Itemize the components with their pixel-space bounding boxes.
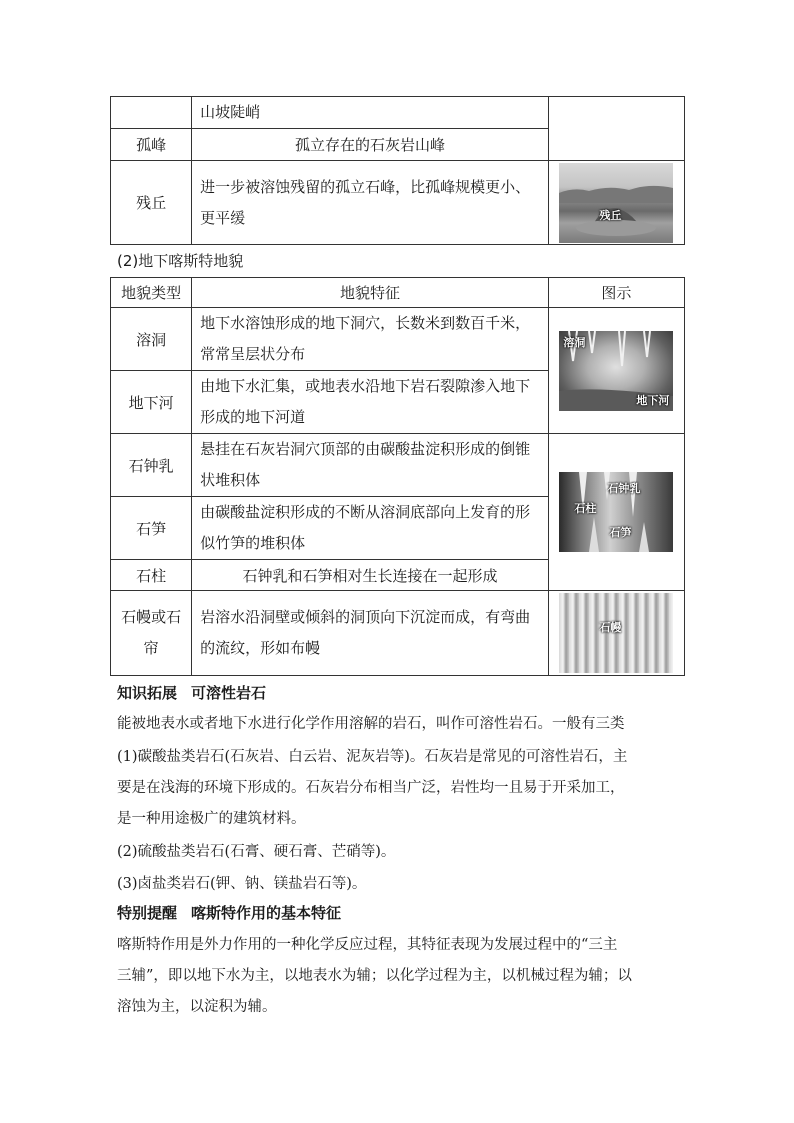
stalactite-photo	[559, 472, 673, 552]
cave-river-photo	[559, 331, 673, 411]
image-label: 石幔	[599, 621, 622, 634]
table-cell: 悬挂在石灰岩洞穴顶部的由碳酸盐淀积形成的倒锥状堆积体	[192, 434, 549, 497]
table-cell: 孤峰	[111, 129, 192, 161]
table-cell: 由碳酸盐淀积形成的不断从溶洞底部向上发育的形似竹笋的堆积体	[192, 497, 549, 560]
knowledge-heading: 知识拓展 可溶性岩石	[117, 684, 267, 702]
image-label: 石钟乳	[607, 482, 641, 495]
image-label: 地下河	[636, 393, 670, 407]
table-cell: 地下水溶蚀形成的地下洞穴，长数米到数百千米，常常呈层状分布	[192, 308, 549, 371]
table-cell: 石幔或石帘	[111, 591, 192, 676]
image-label: 残丘	[599, 208, 622, 222]
table-cell: 石钟乳	[111, 434, 192, 497]
column-header: 图示	[548, 278, 684, 308]
table-cell: 山坡陡峭	[192, 97, 549, 129]
curtain-photo	[559, 593, 673, 673]
text-line: 能被地表水或者地下水进行化学作用溶解的岩石，叫作可溶性岩石。一般有三类	[117, 716, 625, 732]
column-header: 地貌类型	[111, 278, 192, 308]
underground-landform-table	[110, 277, 685, 676]
reminder-heading: 特别提醒 喀斯特作用的基本特征	[117, 904, 342, 922]
text-line: 是一种用途极广的建筑材料。	[117, 811, 306, 827]
text-line: (2)硫酸盐类岩石(石膏、硬石膏、芒硝等)。	[117, 844, 396, 860]
table-cell: 残丘	[111, 161, 192, 245]
table-cell: 由地下水汇集，或地表水沿地下岩石裂隙渗入地下形成的地下河道	[192, 371, 549, 434]
text-line: 喀斯特作用是外力作用的一种化学反应过程，其特征表现为发展过程中的“三主	[117, 937, 618, 953]
table-cell: 石钟乳和石笋相对生长连接在一起形成	[192, 560, 549, 591]
image-label: 石笋	[609, 526, 632, 539]
section-title: (2)地下喀斯特地貌	[117, 252, 244, 270]
table-cell: 石柱	[111, 560, 192, 591]
table-cell: 地下河	[111, 371, 192, 434]
column-header: 地貌特征	[192, 278, 549, 308]
text-line: 溶蚀为主，以淀积为辅。	[117, 999, 277, 1015]
text-line: 要是在浅海的环境下形成的。石灰岩分布相当广泛，岩性均一且易于开采加工，	[117, 780, 625, 796]
table-cell: 溶洞	[111, 308, 192, 371]
table-cell: 孤立存在的石灰岩山峰	[192, 129, 549, 161]
image-label: 石柱	[574, 502, 597, 515]
table-cell: 进一步被溶蚀残留的孤立石峰，比孤峰规模更小、更平缓	[192, 161, 549, 245]
residual-hill-photo	[559, 163, 673, 243]
text-line: 三辅”，即以地下水为主，以地表水为辅；以化学过程为主，以机械过程为辅；以	[117, 968, 632, 984]
landscape-illustration	[559, 163, 673, 243]
table-cell: 岩溶水沿洞壁或倾斜的洞顶向下沉淀而成，有弯曲的流纹，形如布幔	[192, 591, 549, 676]
surface-landform-table	[110, 96, 685, 245]
table-cell: 石笋	[111, 497, 192, 560]
text-line: (1)碳酸盐类岩石(石灰岩、白云岩、泥灰岩等)。石灰岩是常见的可溶性岩石，主	[117, 749, 628, 765]
image-label: 溶洞	[563, 335, 586, 349]
text-line: (3)卤盐类岩石(钾、钠、镁盐岩石等)。	[117, 876, 367, 892]
